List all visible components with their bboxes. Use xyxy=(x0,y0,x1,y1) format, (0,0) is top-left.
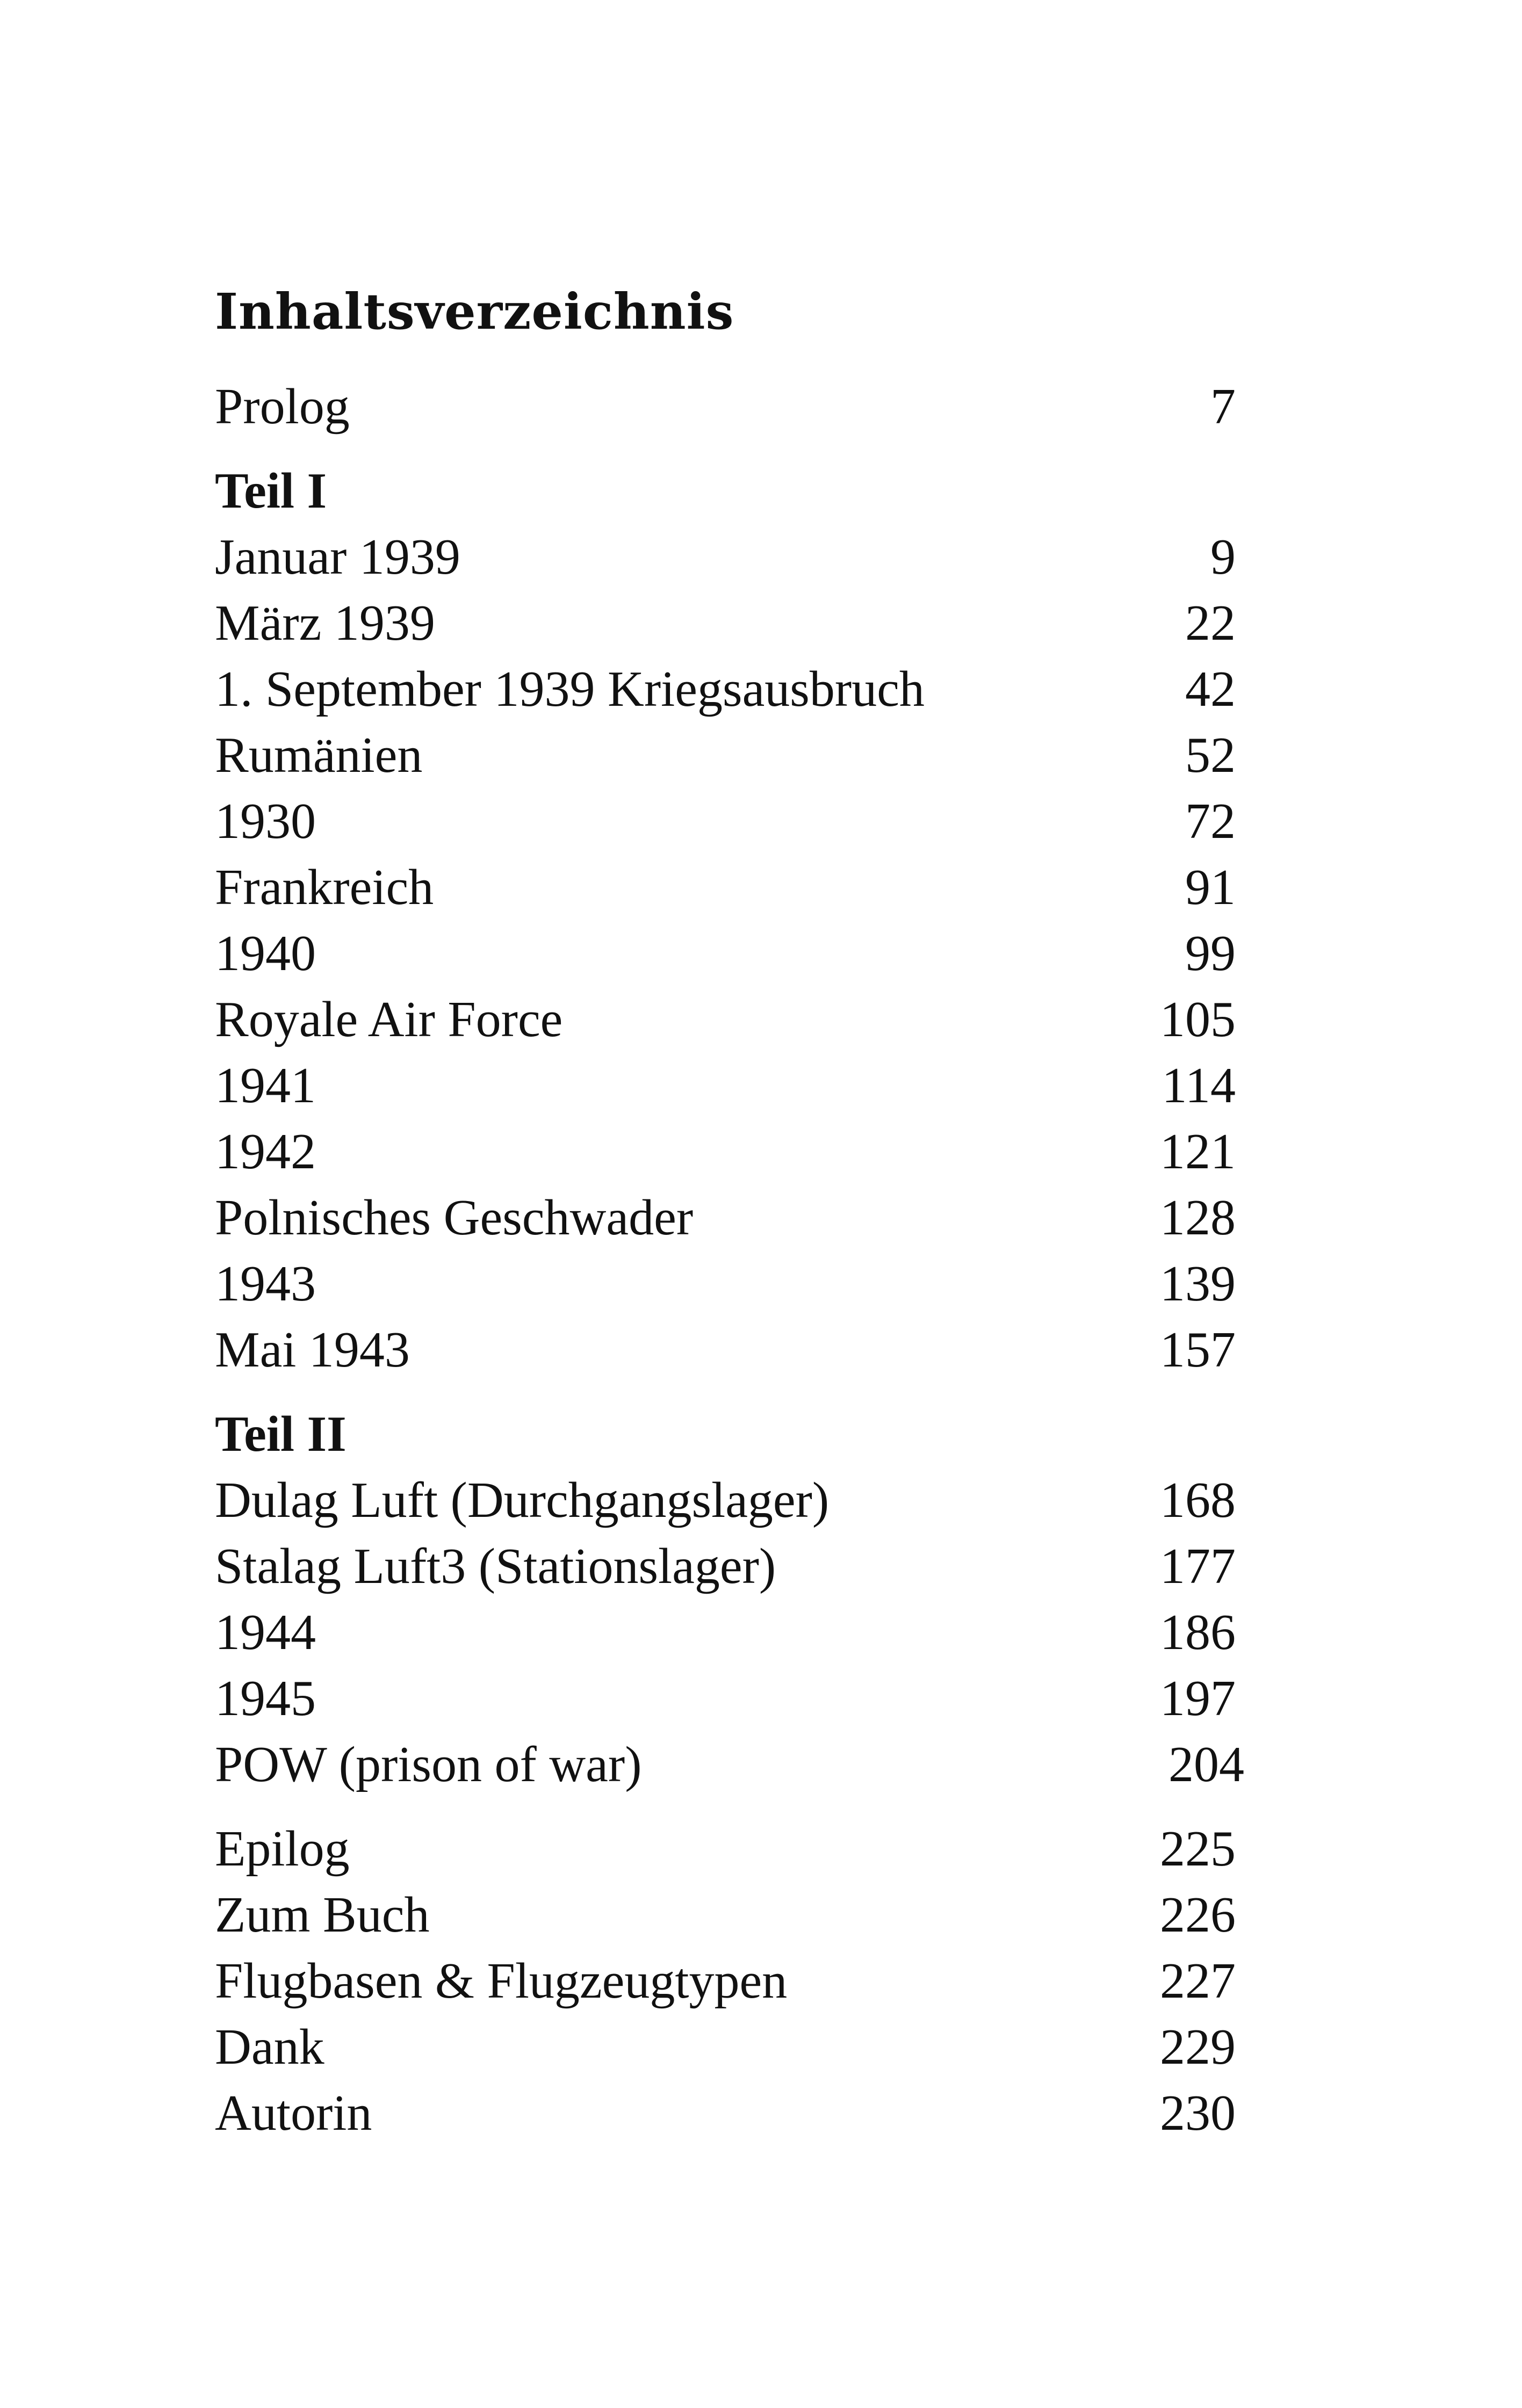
toc-entry-page: 42 xyxy=(1185,661,1236,717)
toc-entry-page: 204 xyxy=(1168,1737,1244,1792)
toc-entry xyxy=(215,1534,1236,1600)
toc-entry-label: 1941 xyxy=(215,1058,316,1113)
toc-entry-label: 1944 xyxy=(215,1604,316,1660)
toc-entry-page: 157 xyxy=(1160,1322,1236,1378)
toc-entry xyxy=(215,1185,1236,1251)
toc-entry xyxy=(215,722,1236,789)
toc-entry-page: 91 xyxy=(1185,859,1236,915)
toc-entry xyxy=(215,1666,1236,1732)
toc-entry-page: 197 xyxy=(1160,1671,1236,1726)
part-heading-2: Teil II xyxy=(215,1406,347,1462)
toc-entry-page: 114 xyxy=(1162,1058,1236,1113)
toc-entry-label: Autorin xyxy=(215,2085,372,2141)
toc-entry-page: 168 xyxy=(1160,1472,1236,1528)
toc-entry-label: Royale Air Force xyxy=(215,992,563,1047)
part2-entries xyxy=(215,1467,1244,1798)
toc-entry xyxy=(215,855,1236,921)
table-of-contents xyxy=(215,279,1244,2146)
toc-entry-page: 105 xyxy=(1160,992,1236,1047)
toc-entry-page: 128 xyxy=(1160,1190,1236,1246)
toc-entry-label: 1942 xyxy=(215,1124,316,1180)
section-gap xyxy=(215,1798,1236,1816)
toc-entry-page: 230 xyxy=(1160,2085,1236,2141)
toc-entry-label: Stalag Luft3 (Stationslager) xyxy=(215,1538,776,1594)
toc-entry-label: Januar 1939 xyxy=(215,529,460,585)
toc-entry-page: 229 xyxy=(1160,2019,1236,2075)
toc-entry xyxy=(215,590,1236,656)
toc-entry-label: Prolog xyxy=(215,379,350,435)
toc-entry xyxy=(215,1948,1236,2014)
toc-entry xyxy=(215,1732,1244,1798)
toc-entry xyxy=(215,2080,1236,2146)
toc-entry-label: 1943 xyxy=(215,1256,316,1312)
toc-entry xyxy=(215,789,1236,855)
part1-entries xyxy=(215,524,1236,1383)
back-matter-entries xyxy=(215,1816,1236,2146)
toc-entry-page: 121 xyxy=(1160,1124,1236,1180)
part-heading-1: Teil I xyxy=(215,463,327,519)
toc-entry-prolog xyxy=(215,374,1236,440)
toc-entry xyxy=(215,656,1236,722)
toc-entry xyxy=(215,1053,1236,1119)
toc-entry xyxy=(215,1882,1236,1948)
toc-entry xyxy=(215,524,1236,590)
toc-entry-label: 1. September 1939 Kriegsausbruch xyxy=(215,661,925,717)
toc-entry-label: Mai 1943 xyxy=(215,1322,410,1378)
toc-entry xyxy=(215,987,1236,1053)
toc-entry-label: Dulag Luft (Durchgangslager) xyxy=(215,1472,829,1528)
toc-entry-label: Flugbasen & Flugzeugtypen xyxy=(215,1953,788,2009)
toc-entry xyxy=(215,1467,1236,1534)
toc-entry-page: 22 xyxy=(1185,595,1236,651)
toc-entry-page: 227 xyxy=(1160,1953,1236,2009)
toc-entry xyxy=(215,921,1236,987)
toc-entry-label: Rumänien xyxy=(215,727,423,783)
toc-entry-page: 72 xyxy=(1185,793,1236,849)
toc-entry xyxy=(215,1251,1236,1317)
toc-entry-page: 225 xyxy=(1160,1821,1236,1877)
toc-title: Inhaltsverzeichnis xyxy=(215,283,734,341)
toc-entry-label: 1945 xyxy=(215,1671,316,1726)
toc-entry-page: 52 xyxy=(1185,727,1236,783)
toc-entry-label: Dank xyxy=(215,2019,324,2075)
toc-entry-page: 99 xyxy=(1185,925,1236,981)
toc-entry xyxy=(215,1119,1236,1185)
toc-entry-label: Frankreich xyxy=(215,859,434,915)
toc-entry-page: 177 xyxy=(1160,1538,1236,1594)
toc-entry-label: Polnisches Geschwader xyxy=(215,1190,694,1246)
toc-entry-label: März 1939 xyxy=(215,595,435,651)
toc-entry-page: 9 xyxy=(1210,529,1236,585)
toc-entry-page: 226 xyxy=(1160,1887,1236,1943)
toc-entry xyxy=(215,1816,1236,1882)
toc-entry-page: 7 xyxy=(1210,379,1236,435)
toc-entry-page: 139 xyxy=(1160,1256,1236,1312)
toc-entry-label: Zum Buch xyxy=(215,1887,430,1943)
toc-entry xyxy=(215,2014,1236,2080)
toc-entry-page: 186 xyxy=(1160,1604,1236,1660)
toc-entry xyxy=(215,1600,1236,1666)
toc-entry xyxy=(215,1317,1236,1383)
toc-entry-label: Epilog xyxy=(215,1821,350,1877)
toc-entry-label: 1930 xyxy=(215,793,316,849)
toc-entry-label: 1940 xyxy=(215,925,316,981)
toc-entry-label: POW (prison of war) xyxy=(215,1737,642,1792)
